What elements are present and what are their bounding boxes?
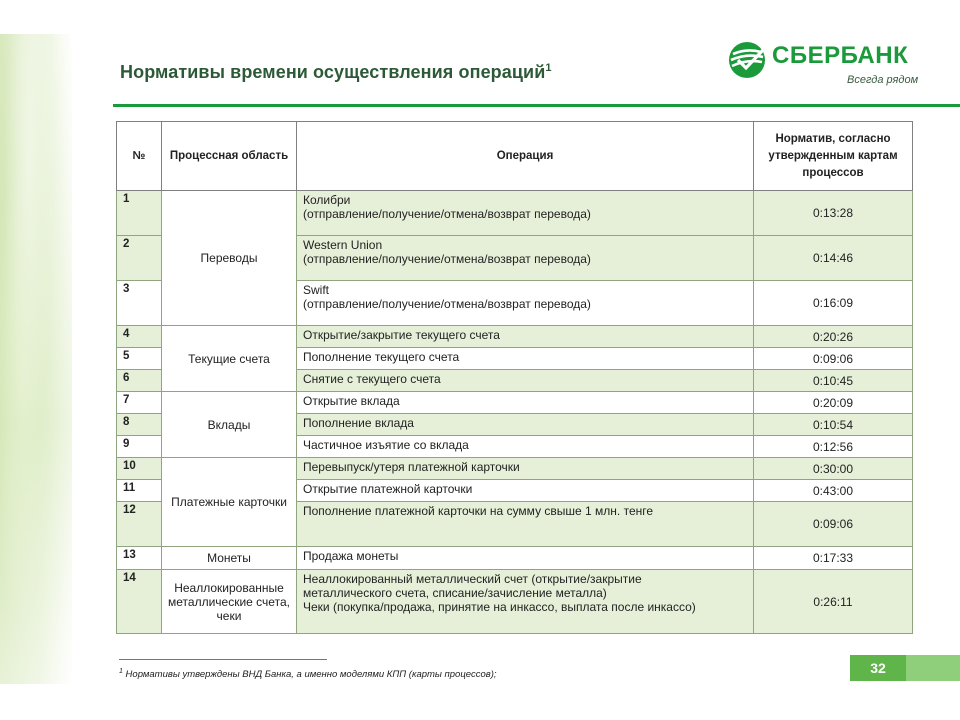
row-num: 6	[117, 370, 162, 392]
row-operation: Пополнение текущего счета	[297, 348, 754, 370]
row-norm: 0:20:09	[754, 392, 913, 414]
row-operation: Открытие/закрытие текущего счета	[297, 326, 754, 348]
logo-tagline: Всегда рядом	[847, 74, 919, 86]
header-num: №	[117, 122, 162, 191]
row-operation: Western Union (отправление/получение/отмена/возврат перевода)	[297, 236, 754, 281]
row-operation: Пополнение вклада	[297, 414, 754, 436]
page-title: Нормативы времени осуществления операций$^1$	[120, 62, 552, 82]
header-area: Процессная область	[162, 122, 297, 191]
row-num: 11	[117, 480, 162, 502]
area-metal-accounts: Неаллокированные металлические счета, чеки	[162, 570, 297, 634]
row-norm: 0:13:28	[754, 191, 913, 236]
row-operation: Продажа монеты	[297, 547, 754, 570]
row-operation: Неаллокированный металлический счет (открытие/закрытие металлического счета, списание/зачисление металла) Чеки (покупка/продажа, принятие на инкассо, выплата после инкассо)	[297, 570, 754, 634]
table-row	[117, 570, 913, 634]
page-number-bar	[906, 655, 960, 681]
area-transfers: Переводы	[162, 191, 297, 326]
sberbank-logo-icon	[727, 40, 767, 80]
row-num: 7	[117, 392, 162, 414]
table-row	[117, 326, 913, 348]
row-norm: 0:09:06	[754, 502, 913, 547]
row-norm: 0:30:00	[754, 458, 913, 480]
row-num: 5	[117, 348, 162, 370]
footnote: $^1$ Нормативы утверждены ВНД Банка, а именно моделями КПП (карты процессов);	[119, 668, 497, 681]
row-norm: 0:10:45	[754, 370, 913, 392]
header-operation: Операция	[297, 122, 754, 191]
row-norm: 0:12:56	[754, 436, 913, 458]
row-num: 10	[117, 458, 162, 480]
row-operation: Перевыпуск/утеря платежной карточки	[297, 458, 754, 480]
row-num: 13	[117, 547, 162, 570]
row-num: 12	[117, 502, 162, 547]
row-num: 3	[117, 281, 162, 326]
header-divider	[113, 104, 960, 107]
area-current-accounts: Текущие счета	[162, 326, 297, 392]
logo-wordmark: СБЕРБАНК	[772, 42, 909, 69]
row-operation: Снятие с текущего счета	[297, 370, 754, 392]
row-operation: Открытие вклада	[297, 392, 754, 414]
row-num: 4	[117, 326, 162, 348]
row-num: 2	[117, 236, 162, 281]
decorative-leaf-background	[0, 34, 72, 684]
header-norm: Норматив, согласно утвержденным картам процессов	[754, 122, 913, 191]
page-number: 32	[850, 655, 906, 681]
row-num: 9	[117, 436, 162, 458]
row-norm: 0:17:33	[754, 547, 913, 570]
row-operation: Частичное изъятие со вклада	[297, 436, 754, 458]
row-norm: 0:43:00	[754, 480, 913, 502]
table-row	[117, 547, 913, 570]
area-coins: Монеты	[162, 547, 297, 570]
row-num: 8	[117, 414, 162, 436]
area-deposits: Вклады	[162, 392, 297, 458]
row-norm: 0:20:26	[754, 326, 913, 348]
table-row	[117, 191, 913, 236]
sberbank-logo	[727, 40, 927, 90]
row-num: 14	[117, 570, 162, 634]
row-operation: Пополнение платежной карточки на сумму свыше 1 млн. тенге	[297, 502, 754, 547]
table-row	[117, 458, 913, 480]
row-operation: Колибри (отправление/получение/отмена/возврат перевода)	[297, 191, 754, 236]
area-payment-cards: Платежные карточки	[162, 458, 297, 547]
footnote-divider	[119, 659, 327, 660]
operations-table	[116, 121, 913, 634]
row-norm: 0:26:11	[754, 570, 913, 634]
row-operation: Открытие платежной карточки	[297, 480, 754, 502]
row-norm: 0:09:06	[754, 348, 913, 370]
row-operation: Swift (отправление/получение/отмена/возврат перевода)	[297, 281, 754, 326]
table-header-row	[117, 122, 913, 191]
table-row	[117, 392, 913, 414]
row-norm: 0:10:54	[754, 414, 913, 436]
row-norm: 0:14:46	[754, 236, 913, 281]
row-num: 1	[117, 191, 162, 236]
row-norm: 0:16:09	[754, 281, 913, 326]
